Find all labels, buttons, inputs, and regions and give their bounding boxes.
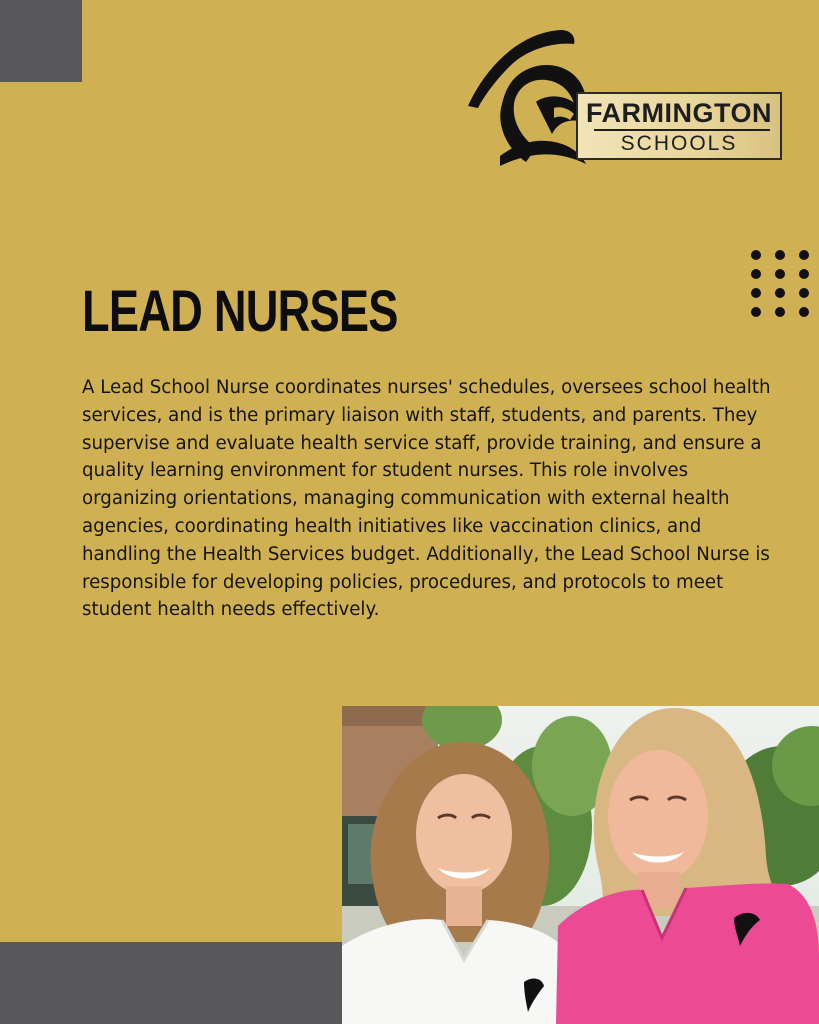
nurses-photo-image — [342, 706, 819, 1024]
dot — [775, 250, 785, 260]
dot — [751, 307, 761, 317]
dot — [775, 307, 785, 317]
two-nurses-photo — [342, 706, 819, 1024]
bottom-bar — [0, 942, 342, 1024]
logo-name: FARMINGTON — [586, 98, 772, 128]
dot — [799, 269, 809, 279]
logo-subtitle: SCHOOLS — [620, 132, 738, 155]
dot-grid-icon — [751, 250, 811, 320]
dot — [799, 250, 809, 260]
school-logo — [466, 26, 786, 168]
dot — [751, 288, 761, 298]
dot — [799, 307, 809, 317]
corner-block — [0, 0, 82, 82]
dot — [799, 288, 809, 298]
dot — [775, 269, 785, 279]
dot — [751, 269, 761, 279]
page-title: LEAD NURSES — [82, 279, 398, 344]
logo-divider — [594, 129, 770, 131]
dot — [751, 250, 761, 260]
dot — [775, 288, 785, 298]
logo-wordmark — [576, 92, 782, 160]
description-text: A Lead School Nurse coordinates nurses' schedules, oversees school health services, and is the primary liaison with staff, students, and parents. They supervise and evaluate health service staff, provide training, and ensure a quality learning environment for student nurses. This role involves organizing orientations, managing communication with external health agencies, coordinating health initiatives like vaccination clinics, and handling the Health Services budget. Additionally, the Lead School Nurse is responsible for developing policies, procedures, and protocols to meet student health needs effectively. — [82, 377, 771, 621]
